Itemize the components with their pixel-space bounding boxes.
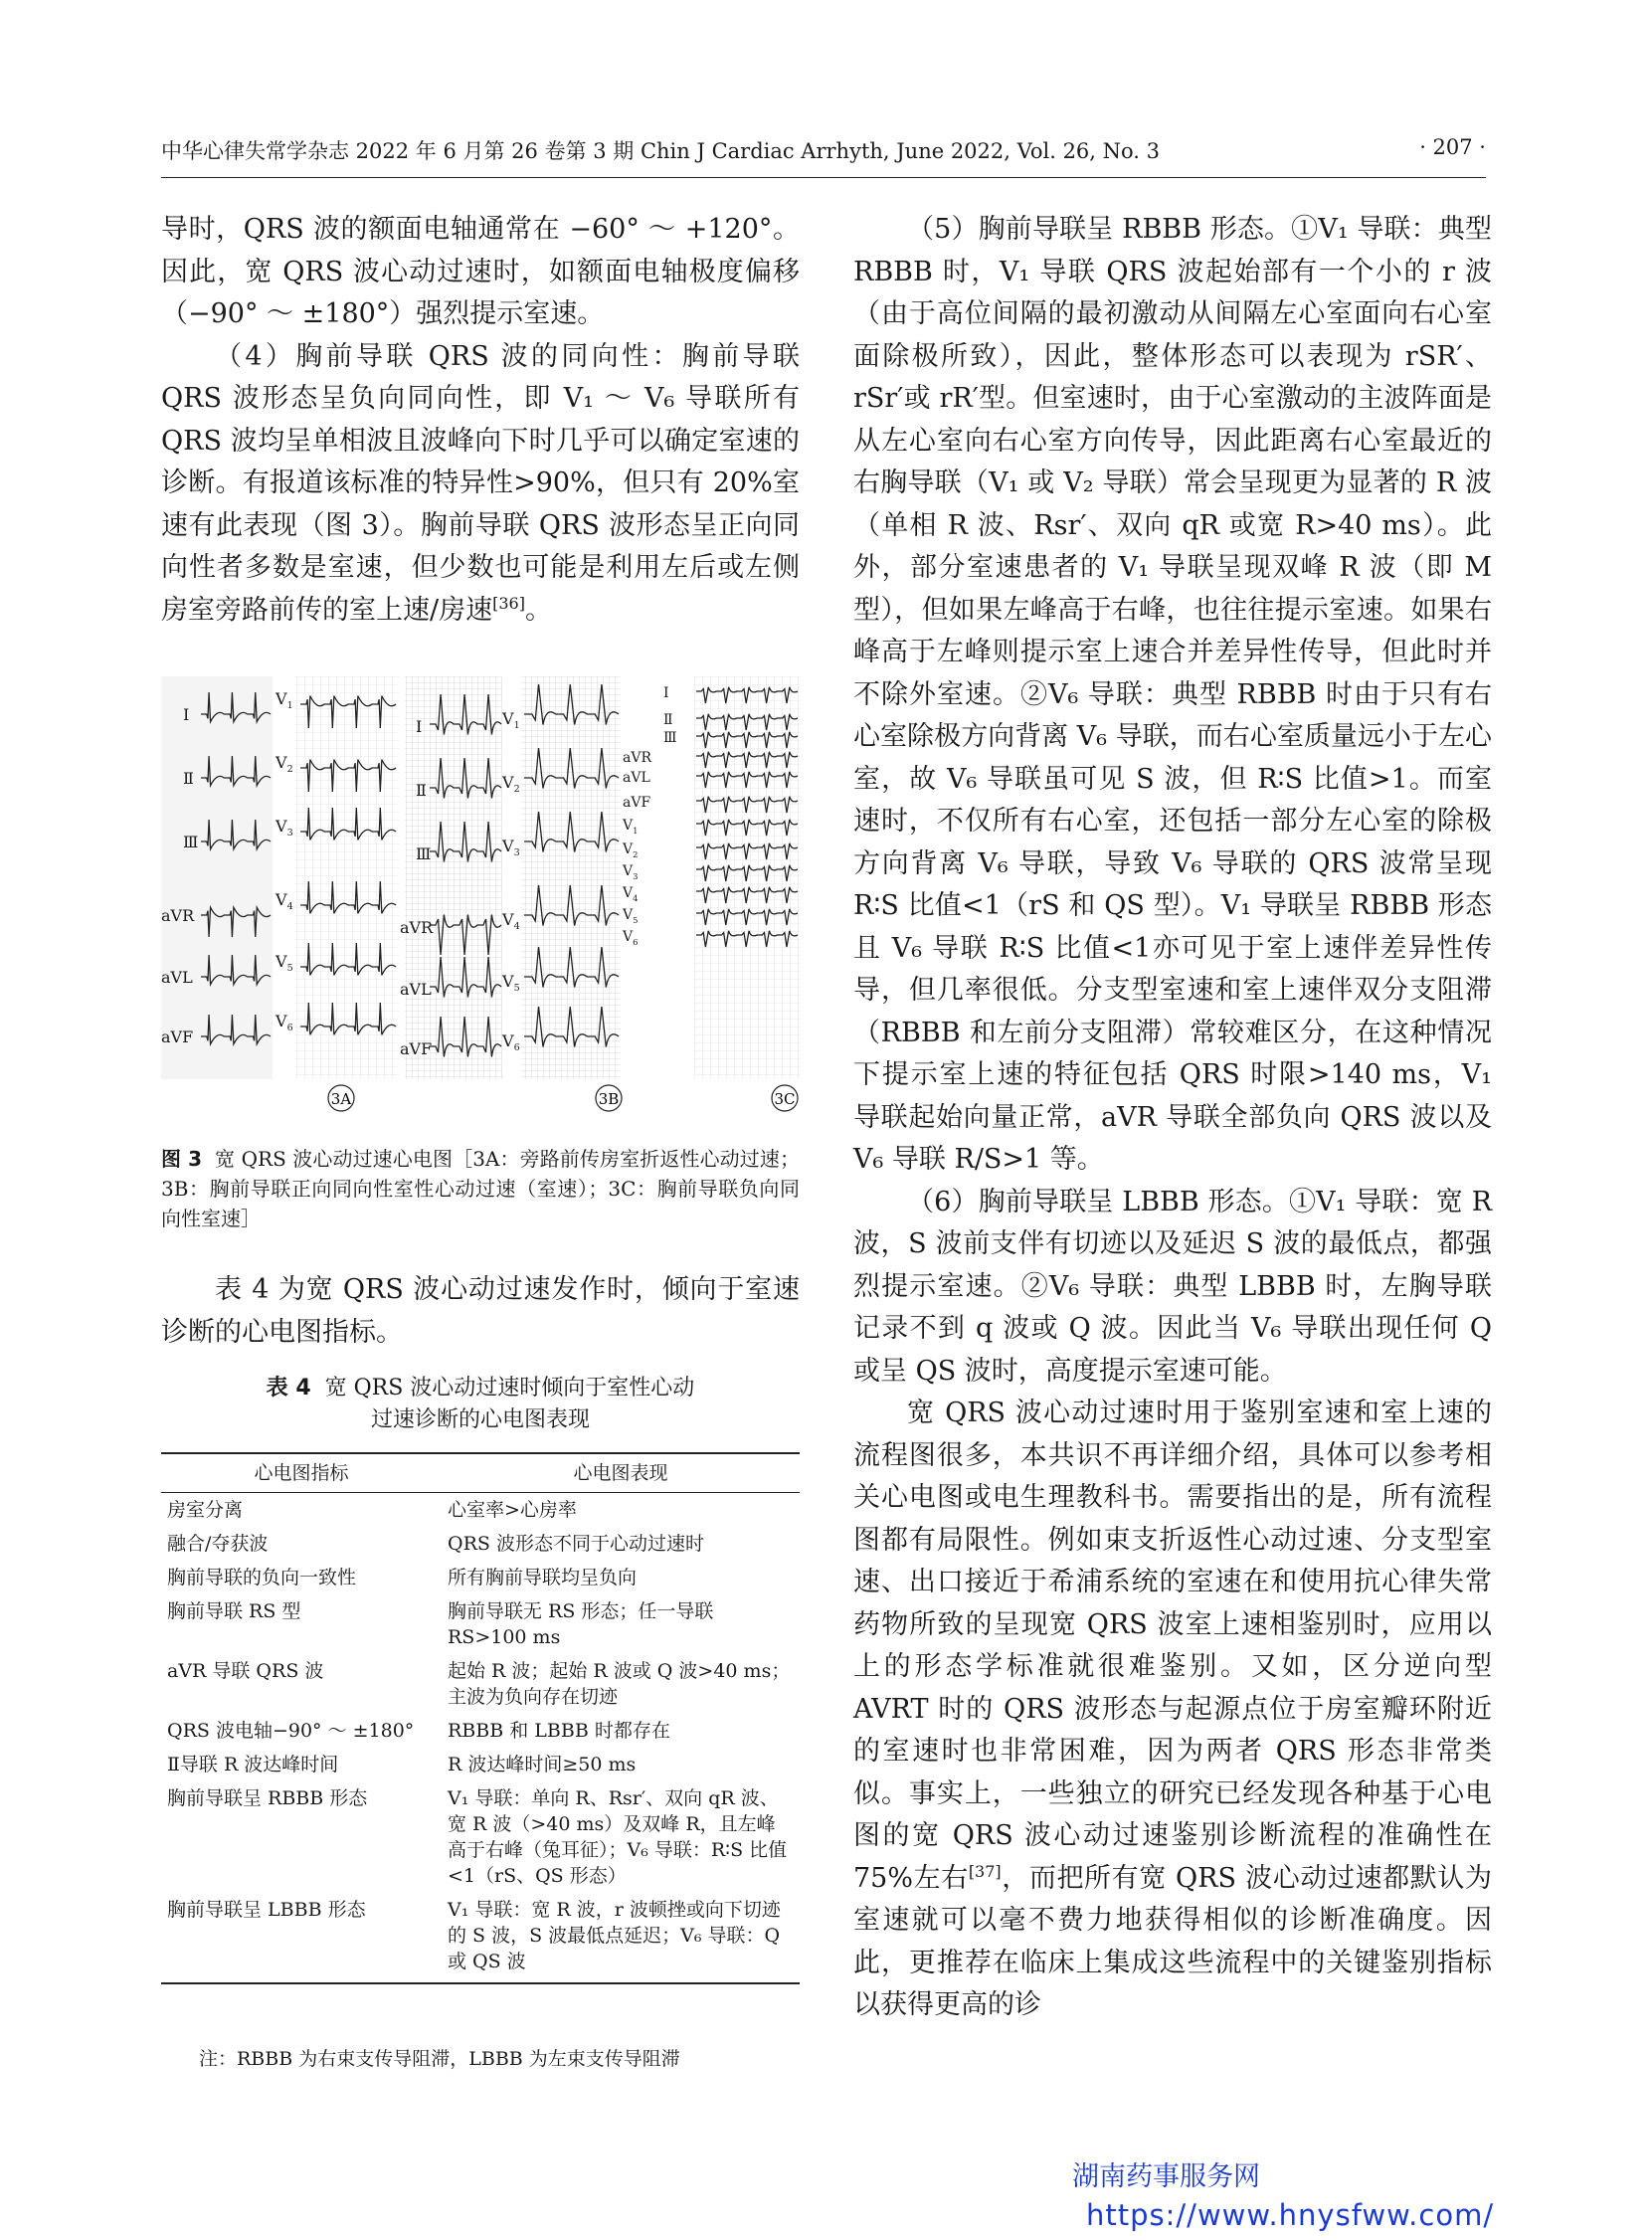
lead-label: aVL <box>623 770 650 786</box>
panel-3a-chest-strip <box>295 676 399 1079</box>
figure-3-caption <box>161 1144 800 1233</box>
table-row <box>161 1561 800 1594</box>
paragraph-flowcharts-text: 宽 QRS 波心动过速时用于鉴别室速和室上速的流程图很多，本共识不再详细介绍，具体可以参考相关心电图或电生理教科书。需要指出的是，所有流程图都有局限性。例如束支折返性心动过速、分支型室速、出口接近于希浦系统的室速在和使用抗心律失常药物所致的呈现宽 QRS 波室上速相鉴别时，应用以上的形态学标准就很难鉴别。又如，区分逆向型 AVRT 时的 QRS 波形态与起源点位于房室瓣环附近的室速时也非常困难，因为两者 QRS 形态非常类似。事实上，一些独立的研究已经发现各种基于心电图的宽 QRS 波心动过速鉴别诊断流程的准确性在 75%左右 <box>853 1398 1492 1894</box>
lead-label: $V_4$ <box>275 890 293 912</box>
lead-label: $V_3$ <box>502 837 520 858</box>
table-4-label: 表 4 <box>266 1376 311 1400</box>
lead-label: $V_5$ <box>275 952 293 974</box>
table-cell: 胸前导联的负向一致性 <box>167 1567 357 1588</box>
table-cell: 胸前导联呈 LBBB 形态 <box>161 1893 442 1983</box>
journal-citation: 中华心律失常学杂志 2022 年 6 月第 26 卷第 3 期 Chin J Cardiac Arrhyth, June 2022, Vol. 26, No. 3 <box>161 139 1160 163</box>
lead-label: aVF <box>400 1039 433 1058</box>
table-cell: V₁ 导联：宽 R 波，r 波顿挫或向下切迹的 S 波，S 波最低点延迟；V₆ 导联：Q 或 QS 波 <box>442 1893 800 1983</box>
panel-label-3a-text: 3A <box>330 1090 352 1108</box>
citation-37: [37] <box>968 1861 1002 1881</box>
lead-label: aVF <box>623 795 651 811</box>
panel-label-3c-text: 3C <box>774 1090 796 1108</box>
lead-label: $V_5$ <box>502 972 520 994</box>
watermark-site-name: 湖南药事服务网 <box>1072 2161 1260 2192</box>
table-row <box>161 1654 800 1714</box>
panel-label-3a <box>328 1085 354 1111</box>
lead-label: Ⅲ <box>663 730 677 746</box>
lead-label: $V_6$ <box>502 1031 520 1053</box>
paragraph-rbbb: （5）胸前导联呈 RBBB 形态。①V₁ 导联：典型 RBBB 时，V₁ 导联 QRS 波起始部有一个小的 r 波（由于高位间隔的最初激动从间隔左心室面向右心室面除极所致），因此，整体形态可以表现为 rSR′、rSr′或 rR′型。但室速时，由于心室激动的主波阵面是从左心室向右心室方向传导，因此距离右心室最近的右胸导联（V₁ 或 V₂ 导联）常会呈现更为显著的 R 波（单相 R 波、Rsr′、双向 qR 或宽 R>40 ms）。此外，部分室速患者的 V₁ 导联呈现双峰 R 波（即 M 型），但如果左峰高于右峰，也往往提示室速。如果右峰高于左峰则提示室上速合并差异性传导，但此时并不除外室速。②V₆ 导联：典型 RBBB 时由于只有右心室除极方向背离 V₆ 导联，而右心室质量远小于左心室，故 V₆ 导联虽可见 S 波，但 R∶S 比值>1。而室速时，不仅所有右心室，还包括一部分左心室的除极方向背离 V₆ 导联，导致 V₆ 导联的 QRS 波常呈现 R∶S 比值<1（rS 和 QS 型）。V₁ 导联呈 RBBB 形态且 V₆ 导联 R∶S 比值<1亦可见于室上速伴差异性传导，但几率很低。分支型室速和室上速伴双分支阻滞（RBBB 和左前分支阻滞）常较难区分，在这种情况下提示室上速的特征包括 QRS 时限>140 ms，V₁ 导联起始向量正常，aVR 导联全部负向 QRS 波以及 V₆ 导联 R/S>1 等。 <box>853 214 1492 1175</box>
table-cell: QRS 波电轴−90° ～ ±180° <box>167 1720 415 1742</box>
table-4-title-line2: 过速诊断的心电图表现 <box>370 1407 590 1432</box>
table-cell: 胸前导联呈 RBBB 形态 <box>167 1787 368 1809</box>
lead-label: aVR <box>161 906 195 925</box>
table-row <box>161 1781 800 1893</box>
table-cell: 胸前导联无 RS 形态；任一导联 RS>100 ms <box>448 1600 714 1648</box>
lead-label: Ⅲ <box>183 833 199 851</box>
watermark-url[interactable]: https://www.hnysfww.com/ <box>1086 2198 1495 2232</box>
lead-label: aVL <box>400 980 432 999</box>
panel-label-3b <box>596 1085 622 1111</box>
lead-label: $V_1$ <box>502 709 520 731</box>
left-column <box>161 209 800 632</box>
page-number: · 207 · <box>1419 135 1486 159</box>
lead-label: $V_3$ <box>275 817 293 839</box>
table-row <box>161 1493 800 1528</box>
lead-label: I <box>663 685 669 701</box>
lead-label: Ⅱ <box>416 781 427 800</box>
table-cell: aVR 导联 QRS 波 <box>167 1660 324 1682</box>
lead-label: $V_2$ <box>502 773 520 795</box>
table-4-intro-text: 表 4 为宽 QRS 波心动过速发作时，倾向于室速诊断的心电图指标。 <box>161 1274 800 1348</box>
column-header-indicator: 心电图指标 <box>161 1453 442 1493</box>
paragraph-lbbb: （6）胸前导联呈 LBBB 形态。①V₁ 导联：宽 R 波，S 波前支伴有切迹以及延迟 S 波的最低点，都强烈提示室速。②V₆ 导联：典型 LBBB 时，左胸导联记录不到 q 波或 Q 波。因此当 V₆ 导联出现任何 Q 或呈 QS 波时，高度提示室速可能。 <box>853 1186 1492 1387</box>
lead-label: aVF <box>161 1027 194 1046</box>
lead-label: $V_3$ <box>623 863 639 881</box>
paragraph-concordance <box>161 336 800 633</box>
paragraph-concordance-end: 。 <box>524 594 552 626</box>
table-row <box>161 1748 800 1781</box>
running-header <box>161 135 1486 169</box>
lead-label: $V_1$ <box>275 689 293 711</box>
figure-3-ecg <box>161 676 800 1114</box>
table-4-note: 注：RBBB 为右束支传导阻滞，LBBB 为左束支传导阻滞 <box>199 2048 680 2070</box>
table-cell: 房室分离 <box>167 1499 244 1521</box>
table-cell: R 波达峰时间≥50 ms <box>448 1754 637 1775</box>
table-cell: 所有胸前导联均呈负向 <box>448 1567 638 1588</box>
lead-label: $V_2$ <box>623 841 639 859</box>
paragraph-concordance-text: （4）胸前导联 QRS 波的同向性：胸前导联 QRS 波形态呈负向同向性，即 V₁ ～ V₆ 导联所有 QRS 波均呈单相波且波峰向下时几乎可以确定室速的诊断。有报道该标准的特异性>90%，但只有 20%室速有此表现（图 3）。胸前导联 QRS 波形态呈正向同向性者多数是室速，但少数也可能是利用左后或左侧房室旁路前传的室上速/房速 <box>161 340 800 626</box>
paragraph-axis: 导时，QRS 波的额面电轴通常在 −60° ～ +120°。因此，宽 QRS 波心动过速时，如额面电轴极度偏移（−90° ～ ±180°）强烈提示室速。 <box>161 214 800 329</box>
lead-label: Ⅱ <box>663 712 673 728</box>
lead-label: Ⅲ <box>416 844 432 863</box>
paragraph-flowcharts-end: ，而把所有宽 QRS 波心动过速都默认为室速就可以毫不费力地获得相似的诊断准确度。因此，更推荐在临床上集成这些流程中的关键鉴别指标以获得更高的诊 <box>853 1862 1492 2020</box>
figure-3-caption-text: 宽 QRS 波心动过速心电图［3A：旁路前传房室折返性心动过速；3B：胸前导联正向同向性室性心动过速（室速）；3C：胸前导联负向同向性室速］ <box>161 1147 800 1230</box>
lead-label: I <box>416 717 423 736</box>
lead-label: $V_4$ <box>502 910 520 932</box>
table-cell: Ⅱ导联 R 波达峰时间 <box>167 1754 339 1775</box>
table-4 <box>161 1452 800 1984</box>
lead-label: $V_5$ <box>623 907 639 925</box>
panel-label-3c <box>772 1085 798 1111</box>
table-row <box>161 1893 800 1983</box>
table-header-row <box>161 1453 800 1493</box>
table-cell: 心室率>心房率 <box>448 1499 577 1521</box>
table-cell: V₁ 导联：单向 R、Rsr′、双向 qR 波、宽 R 波（>40 ms）及双峰 R，且左峰高于右峰（兔耳征）；V₆ 导联：R∶S 比值<1（rS、QS 形态） <box>448 1787 788 1887</box>
table-cell: QRS 波形态不同于心动过速时 <box>448 1533 704 1555</box>
lead-label: $V_4$ <box>623 885 639 903</box>
lead-label: $V_6$ <box>275 1012 293 1033</box>
citation-36: [36] <box>492 593 525 613</box>
panel-label-3b-text: 3B <box>598 1090 620 1108</box>
header-rule <box>161 177 1486 178</box>
lead-label: I <box>183 705 190 724</box>
lead-label: aVR <box>623 750 651 766</box>
lead-label: $V_6$ <box>623 929 639 947</box>
table-row <box>161 1714 800 1748</box>
lead-label: $V_2$ <box>275 753 293 775</box>
figure-3-label: 图 3 <box>161 1147 203 1171</box>
lead-label: $V_1$ <box>623 818 639 836</box>
table-4-title-line1: 宽 QRS 波心动过速时倾向于室性心动 <box>324 1376 695 1400</box>
table-row <box>161 1527 800 1561</box>
table-cell: RBBB 和 LBBB 时都存在 <box>448 1720 670 1742</box>
table-cell: 融合/夺获波 <box>167 1533 269 1555</box>
lead-label: aVR <box>400 918 434 937</box>
lead-label: Ⅱ <box>183 769 194 788</box>
table-4-intro <box>161 1269 800 1354</box>
column-header-manifestation: 心电图表现 <box>442 1453 800 1493</box>
table-cell: 起始 R 波；起始 R 波或 Q 波>40 ms；主波为负向存在切迹 <box>448 1660 791 1708</box>
table-row <box>161 1594 800 1654</box>
lead-label: aVL <box>161 968 193 987</box>
table-cell: 胸前导联 RS 型 <box>167 1600 301 1622</box>
table-4-title <box>161 1373 800 1436</box>
right-column <box>853 209 1492 2027</box>
paragraph-flowcharts <box>853 1393 1492 2027</box>
